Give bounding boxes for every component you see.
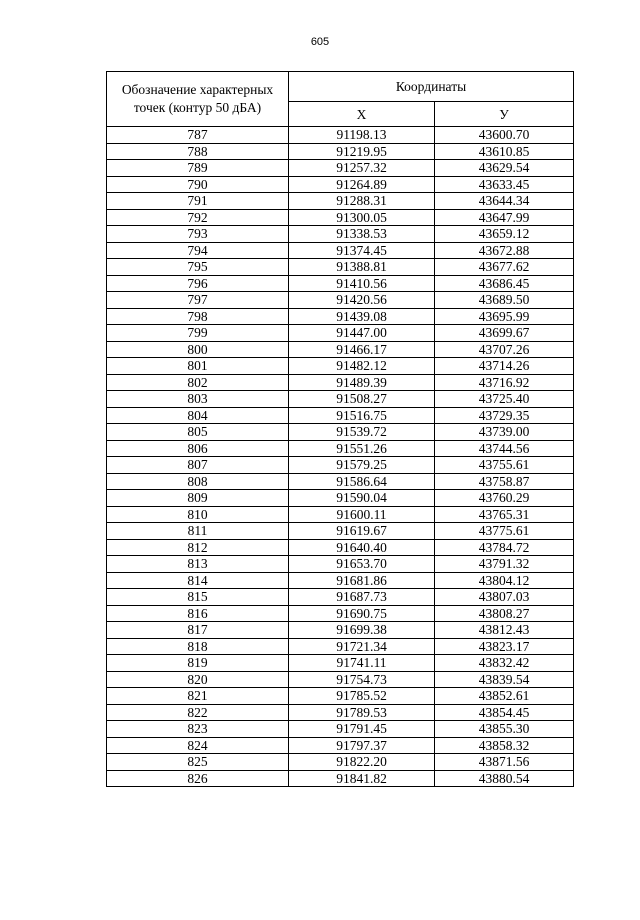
table-row	[107, 160, 574, 177]
y-cell: 43755.61	[435, 457, 574, 474]
x-cell: 91579.25	[289, 457, 435, 474]
y-cell: 43707.26	[435, 341, 574, 358]
point-id-cell: 793	[107, 226, 289, 243]
y-cell: 43784.72	[435, 539, 574, 556]
x-cell: 91388.81	[289, 259, 435, 276]
x-cell: 91681.86	[289, 572, 435, 589]
y-cell: 43739.00	[435, 424, 574, 441]
x-cell: 91338.53	[289, 226, 435, 243]
point-id-cell: 824	[107, 737, 289, 754]
table-row	[107, 589, 574, 606]
y-cell: 43760.29	[435, 490, 574, 507]
table-row	[107, 341, 574, 358]
x-cell: 91551.26	[289, 440, 435, 457]
point-label-header: Обозначение характерных точек (контур 50 дБА)	[107, 72, 289, 127]
y-cell: 43716.92	[435, 374, 574, 391]
table-row	[107, 770, 574, 787]
table-row	[107, 358, 574, 375]
table-row	[107, 292, 574, 309]
y-cell: 43729.35	[435, 407, 574, 424]
point-id-cell: 806	[107, 440, 289, 457]
x-cell: 91789.53	[289, 704, 435, 721]
y-cell: 43644.34	[435, 193, 574, 210]
x-cell: 91439.08	[289, 308, 435, 325]
table-row	[107, 473, 574, 490]
x-cell: 91374.45	[289, 242, 435, 259]
y-cell: 43852.61	[435, 688, 574, 705]
x-cell: 91264.89	[289, 176, 435, 193]
point-id-cell: 826	[107, 770, 289, 787]
table-row	[107, 424, 574, 441]
table-row	[107, 259, 574, 276]
x-header: X	[289, 102, 435, 127]
x-cell: 91653.70	[289, 556, 435, 573]
point-id-cell: 797	[107, 292, 289, 309]
table-row	[107, 737, 574, 754]
table-row	[107, 127, 574, 144]
x-cell: 91586.64	[289, 473, 435, 490]
y-cell: 43714.26	[435, 358, 574, 375]
y-cell: 43686.45	[435, 275, 574, 292]
x-cell: 91797.37	[289, 737, 435, 754]
y-cell: 43659.12	[435, 226, 574, 243]
x-cell: 91482.12	[289, 358, 435, 375]
y-cell: 43765.31	[435, 506, 574, 523]
table-row	[107, 457, 574, 474]
table-row	[107, 374, 574, 391]
x-cell: 91785.52	[289, 688, 435, 705]
point-id-cell: 799	[107, 325, 289, 342]
x-cell: 91410.56	[289, 275, 435, 292]
table-row	[107, 143, 574, 160]
point-id-cell: 821	[107, 688, 289, 705]
table-header	[107, 72, 574, 127]
y-cell: 43812.43	[435, 622, 574, 639]
x-cell: 91822.20	[289, 754, 435, 771]
x-cell: 91219.95	[289, 143, 435, 160]
table-row	[107, 523, 574, 540]
point-id-cell: 823	[107, 721, 289, 738]
point-id-cell: 790	[107, 176, 289, 193]
table-row	[107, 325, 574, 342]
point-id-cell: 789	[107, 160, 289, 177]
y-cell: 43823.17	[435, 638, 574, 655]
point-id-cell: 813	[107, 556, 289, 573]
x-cell: 91198.13	[289, 127, 435, 144]
point-id-cell: 816	[107, 605, 289, 622]
point-id-cell: 787	[107, 127, 289, 144]
x-cell: 91754.73	[289, 671, 435, 688]
y-cell: 43689.50	[435, 292, 574, 309]
point-id-cell: 825	[107, 754, 289, 771]
table-row	[107, 506, 574, 523]
table-row	[107, 721, 574, 738]
y-cell: 43633.45	[435, 176, 574, 193]
x-cell: 91699.38	[289, 622, 435, 639]
point-id-cell: 818	[107, 638, 289, 655]
point-id-cell: 822	[107, 704, 289, 721]
y-cell: 43807.03	[435, 589, 574, 606]
point-id-cell: 803	[107, 391, 289, 408]
table-row	[107, 242, 574, 259]
y-cell: 43744.56	[435, 440, 574, 457]
point-id-cell: 820	[107, 671, 289, 688]
x-cell: 91690.75	[289, 605, 435, 622]
x-cell: 91516.75	[289, 407, 435, 424]
x-cell: 91420.56	[289, 292, 435, 309]
page-number: 605	[310, 36, 330, 48]
point-id-cell: 811	[107, 523, 289, 540]
table-row	[107, 622, 574, 639]
table-row	[107, 226, 574, 243]
point-id-cell: 800	[107, 341, 289, 358]
point-id-cell: 804	[107, 407, 289, 424]
table-row	[107, 391, 574, 408]
point-id-cell: 802	[107, 374, 289, 391]
table-row	[107, 209, 574, 226]
x-cell: 91590.04	[289, 490, 435, 507]
y-cell: 43832.42	[435, 655, 574, 672]
y-cell: 43600.70	[435, 127, 574, 144]
point-id-cell: 807	[107, 457, 289, 474]
y-cell: 43725.40	[435, 391, 574, 408]
point-id-cell: 796	[107, 275, 289, 292]
x-cell: 91489.39	[289, 374, 435, 391]
table-row	[107, 754, 574, 771]
y-cell: 43695.99	[435, 308, 574, 325]
x-cell: 91721.34	[289, 638, 435, 655]
point-id-cell: 795	[107, 259, 289, 276]
x-cell: 91447.00	[289, 325, 435, 342]
x-cell: 91841.82	[289, 770, 435, 787]
table-row	[107, 275, 574, 292]
table-row	[107, 193, 574, 210]
y-cell: 43672.88	[435, 242, 574, 259]
y-cell: 43855.30	[435, 721, 574, 738]
point-id-cell: 798	[107, 308, 289, 325]
x-cell: 91466.17	[289, 341, 435, 358]
point-id-cell: 792	[107, 209, 289, 226]
table-row	[107, 572, 574, 589]
table-row	[107, 688, 574, 705]
table-row	[107, 440, 574, 457]
point-id-cell: 805	[107, 424, 289, 441]
y-cell: 43858.32	[435, 737, 574, 754]
table-row	[107, 308, 574, 325]
y-cell: 43808.27	[435, 605, 574, 622]
x-cell: 91257.32	[289, 160, 435, 177]
point-id-cell: 810	[107, 506, 289, 523]
x-cell: 91600.11	[289, 506, 435, 523]
y-cell: 43791.32	[435, 556, 574, 573]
x-cell: 91741.11	[289, 655, 435, 672]
y-cell: 43677.62	[435, 259, 574, 276]
table-row	[107, 490, 574, 507]
table-row	[107, 176, 574, 193]
point-id-cell: 812	[107, 539, 289, 556]
table-row	[107, 556, 574, 573]
coordinates-table	[106, 71, 574, 787]
point-id-cell: 788	[107, 143, 289, 160]
x-cell: 91288.31	[289, 193, 435, 210]
y-cell: 43699.67	[435, 325, 574, 342]
y-cell: 43854.45	[435, 704, 574, 721]
y-header: У	[435, 102, 574, 127]
x-cell: 91687.73	[289, 589, 435, 606]
point-id-cell: 808	[107, 473, 289, 490]
table-body	[107, 127, 574, 787]
table-row	[107, 704, 574, 721]
point-id-cell: 809	[107, 490, 289, 507]
table-row	[107, 539, 574, 556]
y-cell: 43610.85	[435, 143, 574, 160]
point-id-cell: 794	[107, 242, 289, 259]
point-id-cell: 815	[107, 589, 289, 606]
table-row	[107, 638, 574, 655]
x-cell: 91640.40	[289, 539, 435, 556]
point-id-cell: 819	[107, 655, 289, 672]
y-cell: 43647.99	[435, 209, 574, 226]
point-id-cell: 814	[107, 572, 289, 589]
table-row	[107, 655, 574, 672]
x-cell: 91619.67	[289, 523, 435, 540]
y-cell: 43775.61	[435, 523, 574, 540]
point-id-cell: 801	[107, 358, 289, 375]
point-id-cell: 791	[107, 193, 289, 210]
x-cell: 91791.45	[289, 721, 435, 738]
y-cell: 43871.56	[435, 754, 574, 771]
y-cell: 43629.54	[435, 160, 574, 177]
coordinates-header: Координаты	[289, 72, 574, 102]
table-row	[107, 671, 574, 688]
table-row	[107, 407, 574, 424]
point-id-cell: 817	[107, 622, 289, 639]
x-cell: 91539.72	[289, 424, 435, 441]
y-cell: 43880.54	[435, 770, 574, 787]
y-cell: 43839.54	[435, 671, 574, 688]
table-row	[107, 605, 574, 622]
x-cell: 91508.27	[289, 391, 435, 408]
y-cell: 43758.87	[435, 473, 574, 490]
x-cell: 91300.05	[289, 209, 435, 226]
y-cell: 43804.12	[435, 572, 574, 589]
